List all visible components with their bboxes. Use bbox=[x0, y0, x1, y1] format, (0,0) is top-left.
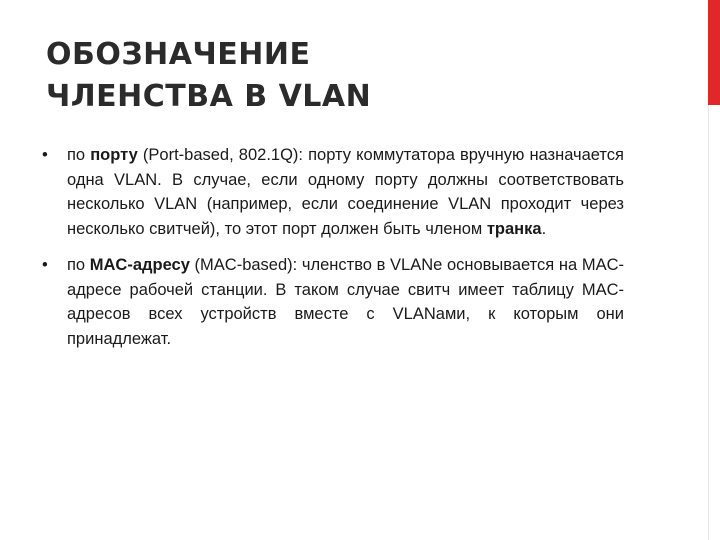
bullet-prefix: по bbox=[67, 146, 91, 164]
slide-title bbox=[46, 34, 666, 118]
slide-title-line-1: ОБОЗНАЧЕНИЕ bbox=[46, 37, 311, 72]
bullet-list bbox=[40, 143, 624, 363]
accent-divider bbox=[708, 105, 720, 540]
bullet-marker: • bbox=[42, 146, 48, 164]
bullet-port-based bbox=[40, 143, 624, 241]
accent-bar bbox=[708, 0, 720, 105]
bullet-keyword-trunk: транка bbox=[486, 219, 542, 238]
bullet-marker: • bbox=[42, 256, 48, 274]
bullet-keyword-port: порту bbox=[90, 146, 138, 164]
bullet-text: (MAC-based): членство в VLANе основывается на MAC-адресе рабочей станции. В таком случае свитч имеет таблицу MAC-адресов всех устройств вместе с VLANами, к которым они принадлежат. bbox=[67, 256, 624, 348]
slide-title-line-2: ЧЛЕНСТВА В VLAN bbox=[46, 79, 372, 114]
bullet-text: (Port-based, 802.1Q): порту коммутатора вручную назначается одна VLAN. В случае, если одному порту должны соответствовать несколько VLAN (например, если соединение VLAN проходит через несколько свитчей), то этот порт должен быть членом bbox=[67, 146, 624, 238]
bullet-prefix: по bbox=[67, 256, 90, 274]
bullet-suffix: . bbox=[541, 219, 547, 238]
bullet-mac-based bbox=[40, 253, 624, 351]
bullet-keyword-mac: MAC-адресу bbox=[89, 256, 190, 274]
